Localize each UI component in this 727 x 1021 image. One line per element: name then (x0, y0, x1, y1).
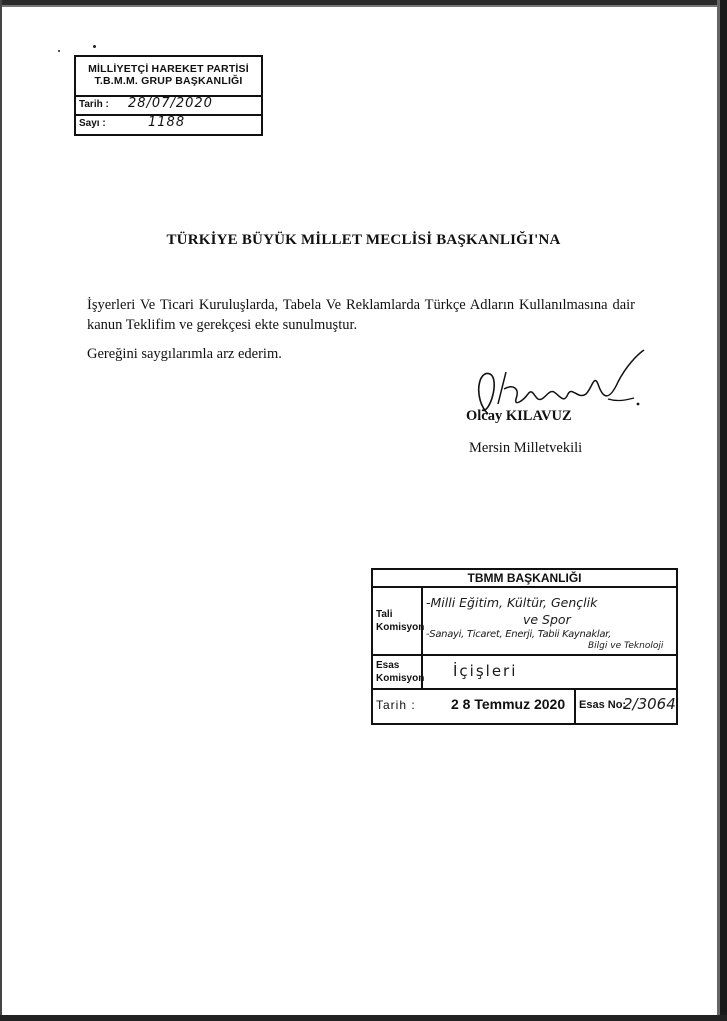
party-number-label: Sayı : (79, 118, 106, 129)
esas-no-value: 2/3064 (623, 695, 676, 713)
party-stamp (74, 55, 263, 136)
tali-committee-2-cont: Bilgi ve Teknoloji (588, 641, 664, 651)
tali-komisyon-row (373, 588, 676, 656)
letter-closing: Gereğini saygılarımla arz ederim. (87, 346, 282, 362)
party-name: MİLLİYETÇİ HAREKET PARTİSİ (88, 63, 249, 75)
tbmm-date-value: 2 8 Temmuz 2020 (451, 696, 566, 712)
letter-body: İşyerleri Ve Ticari Kuruluşlarda, Tabela Ve Reklamlarda Türkçe Adların Kullanılmasına dair kanun Teklifim ve gerekçesi ekte sunulmuştur. (87, 297, 635, 333)
party-stamp-header (76, 57, 261, 97)
letter-addressee: TÜRKİYE BÜYÜK MİLLET MECLİSİ BAŞKANLIĞI'NA (166, 232, 561, 248)
scan-border-bottom (0, 1015, 727, 1021)
party-group: T.B.M.M. GRUP BAŞKANLIĞI (94, 75, 243, 87)
party-date-label: Tarih : (79, 99, 109, 110)
scan-border-right (720, 0, 727, 1021)
esas-label-line2: Komisyon (376, 673, 425, 684)
party-number-value: 1188 (148, 115, 186, 130)
esas-komisyon-label (373, 656, 423, 688)
party-date-value: 28/07/2020 (128, 96, 213, 111)
esas-committee: İçişleri (453, 662, 518, 680)
signer-title: Mersin Milletvekili (469, 440, 583, 456)
signer-name: Olcay KILAVUZ (466, 408, 572, 424)
tbmm-stamp (371, 568, 678, 725)
tali-committee-1: -Milli Eğitim, Kültür, Gençlik (426, 595, 598, 610)
tali-komisyon-label (373, 588, 423, 654)
tali-committee-2: -Sanayi, Ticaret, Enerji, Tabii Kaynaklar, (426, 629, 611, 640)
scan-border-top-inner (0, 5, 727, 7)
esas-komisyon-row (373, 656, 676, 690)
esas-label-line1: Esas (376, 660, 400, 671)
tali-label-line2: Komisyon (376, 622, 425, 633)
party-stamp-date-row (76, 97, 261, 116)
scan-border-left (0, 0, 2, 1021)
esas-no-label: Esas No: (579, 699, 627, 711)
tbmm-stamp-title: TBMM BAŞKANLIĞI (373, 570, 676, 588)
party-stamp-number-row (76, 116, 261, 132)
scan-speck (58, 50, 60, 52)
tali-label-line1: Tali (376, 609, 393, 620)
tbmm-date-label: Tarih : (376, 698, 416, 712)
tali-committee-1-cont: ve Spor (523, 612, 571, 627)
scan-speck (93, 45, 96, 48)
tbmm-date-divider (574, 690, 576, 723)
tbmm-date-row (373, 690, 676, 723)
